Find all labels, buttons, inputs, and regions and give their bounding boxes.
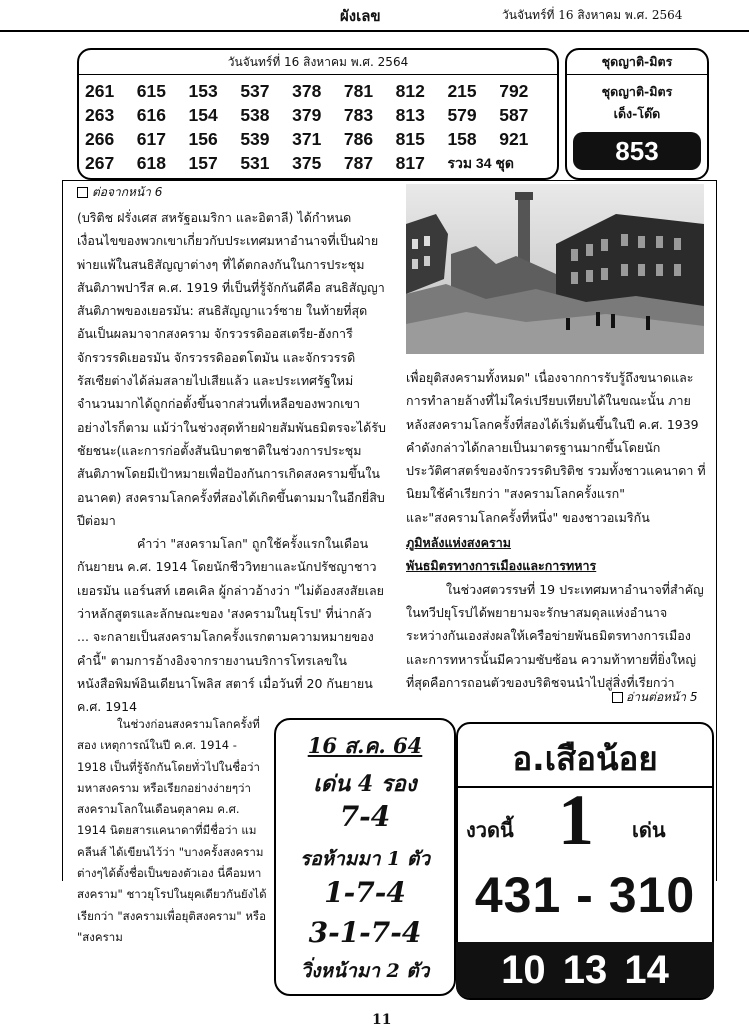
article-right-column <box>406 366 706 694</box>
number-cell: 579 <box>447 105 477 125</box>
number-cell: 154 <box>188 105 218 125</box>
number-cell: 267 <box>85 153 115 173</box>
number-cell: 158 <box>447 129 477 149</box>
number-cell: 817 <box>395 153 425 173</box>
number-cell: 266 <box>85 129 115 149</box>
number-cell: 792 <box>499 81 529 101</box>
promo-name: อ.เสือน้อย <box>512 739 658 778</box>
number-cell: 787 <box>343 153 374 173</box>
number-cell: 783 <box>343 105 374 125</box>
number-cell: 157 <box>188 153 218 173</box>
handwritten-line: วิ่งหน้ามา 2 ตัว <box>300 960 430 982</box>
number-cell: 815 <box>395 129 425 149</box>
number-cell: 812 <box>395 81 425 101</box>
next-label-text: อ่านต่อหน้า 5 <box>626 690 698 704</box>
promo-round-label: งวดนี้ <box>466 818 514 842</box>
number-cell: 616 <box>136 105 166 125</box>
number-grid <box>85 80 551 174</box>
article-paragraph: คำว่า "สงครามโลก" ถูกใช้ครั้งแรกในเดือนกันยายน ค.ศ. 1914 โดยนักชีววิทยาและนักปรัชญาชาวเยอรมัน แอร์นสท์ เฮคเคิล ผู้กล่าวอ้างว่า "ไม่ต้องสงสัยเลยว่าหลักสูตรและลักษณะของ 'สงครามในยุโรป' ที่น่ากลัว ... จะกลายเป็นสงครามโลกครั้งแรกตามความหมายของคำนี้" ตามการอ้างอิงจากรายงานบริการโทรเลขในหนังสือพิมพ์อินเดียนาโพลิส สตาร์ เมื่อวันที่ 20 กันยายน ค.ศ. 1914 <box>77 536 384 715</box>
continued-on-label <box>612 688 697 707</box>
section-subheading: พันธมิตรทางการเมืองและการทหาร <box>406 558 597 574</box>
number-cell: 531 <box>240 153 270 173</box>
number-cell: 156 <box>188 129 218 149</box>
number-cell: 375 <box>292 153 322 173</box>
handwritten-line: 1-7-4 <box>324 876 406 909</box>
article-bottom-paragraph: ในช่วงก่อนสงครามโลกครั้งที่สอง เหตุการณ์ในปี ค.ศ. 1914 - 1918 เป็นที่รู้จักกันโดยทั่วไปในชื่อว่า มหาสงคราม หรือเรียกอย่างง่ายๆว่า สงครามโลกในเดือนตุลาคม ค.ศ. 1914 นิตยสารแคนาดาที่มีชื่อว่า แมคลีนส์ ได้เขียนไว้ว่า "บางครั้งสงครามต่างๆได้ตั้งชื่อเป็นของตัวเอง นี่คือมหาสงคราม" ชาวยุโรปในยุคเดียวกันยังได้เรียกว่า "สงครามเพื่อยุติสงคราม" หรือ "สงคราม <box>77 717 267 944</box>
number-cell: 153 <box>188 81 218 101</box>
number-cell: 371 <box>292 129 322 149</box>
section-heading: ภูมิหลังแห่งสงคราม <box>406 535 511 551</box>
war-ruins-photo <box>406 184 704 354</box>
handwritten-line: เด่น 4 รอง <box>313 771 417 797</box>
masthead-date: วันจันทร์ที่ 16 สิงหาคม พ.ศ. 2564 <box>502 8 683 22</box>
number-cell: 263 <box>85 105 115 125</box>
number-cell: 813 <box>395 105 425 125</box>
number-cell: 617 <box>136 129 166 149</box>
masthead-rule <box>0 30 749 32</box>
article-paragraph: (บริติช ฝรั่งเศส สหรัฐอเมริกา และอิตาลี) ได้กำหนดเงื่อนไขของพวกเขาเกี่ยวกับประเทศมหาอำนาจที่เป็นฝ่ายพ่ายแพ้ในสนธิสัญญาต่างๆ ที่ได้ตกลงกันในการประชุมสันติภาพปารีส ค.ศ. 1919 ที่เป็นที่รู้จักกันดีคือ สนธิสัญญาสันติภาพของเยอรมัน: สนธิสัญญาแวร์ซาย ในท้ายที่สุด อันเป็นผลมาจากสงคราม จักรวรรดิออสเตรีย-ฮังการี จักรวรรดิเยอรมัน จักรวรรดิออตโตมัน และจักรวรรดิรัสเซียต่างได้ล่มสลายไปเสียแล้ว และประเทศรัฐใหม่จำนวนมากได้ถูกก่อตั้งขึ้นจากส่วนที่เหลือของพวกเขา อย่างไรก็ตาม แม้ว่าในช่วงสุดท้ายฝ่ายสัมพันธมิตรจะได้รับชัยชนะ(และการก่อตั้งสันนิบาตชาติในช่วงการประชุมสันติภาพโดยมีเป้าหมายเพื่อป้องกันการเกิดสงครามขึ้นในอนาคต) สงครามโลกครั้งที่สองได้เกิดขึ้นตามมาในอีกยี่สิบปีต่อมา <box>77 210 386 528</box>
handwritten-tips-box <box>274 718 456 996</box>
promo-box <box>456 722 714 1000</box>
checkbox-square-icon <box>77 187 88 198</box>
page-number: 11 <box>372 1012 392 1028</box>
number-table-header: วันจันทร์ที่ 16 สิงหาคม พ.ศ. 2564 <box>79 50 557 75</box>
masthead-title: ผังเลข <box>340 7 381 25</box>
number-cell: รวม 34 ชุด <box>447 155 514 171</box>
number-cell: 781 <box>343 81 374 101</box>
number-cell: 618 <box>136 153 166 173</box>
promo-number-pair: 431 - 310 <box>474 867 696 923</box>
family-set-number: 853 <box>573 132 701 170</box>
family-set-box <box>565 48 709 180</box>
continued-from-label <box>77 183 162 202</box>
promo-lead-digit: 1 <box>558 780 594 860</box>
handwritten-line: 7-4 <box>339 800 391 833</box>
continued-label-text: ต่อจากหน้า 6 <box>92 185 163 199</box>
number-cell: 921 <box>499 129 529 149</box>
handwritten-line: 3-1-7-4 <box>308 916 422 949</box>
article-paragraph: ในช่วงศตวรรษที่ 19 ประเทศมหาอำนาจที่สำคัญในทวีปยุโรปได้พยายามจะรักษาสมดุลแห่งอำนาจระหว่างกันเองส่งผลให้เครือข่ายพันธมิตรทางการเมืองและการทหารนั้นมีความซับซ้อน ความท้าทายที่ยิ่งใหญ่ที่สุดคือการถอนตัวของบริติชจนนำไปสู่สิ่งที่เรียกว่า <box>406 581 704 690</box>
family-set-title: ชุดญาติ-มิตร <box>567 50 707 75</box>
handwritten-date: 16 ส.ค. 64 <box>307 733 423 758</box>
handwritten-line: รอห้ามมา 1 ตัว <box>300 848 430 870</box>
number-cell: 587 <box>499 105 529 125</box>
number-cell: 379 <box>292 105 322 125</box>
family-set-subtitle: ชุดญาติ-มิตร <box>601 84 673 99</box>
promo-lead-label: เด่น <box>632 818 666 842</box>
number-cell: 538 <box>240 105 270 125</box>
number-cell: 539 <box>240 129 270 149</box>
number-cell: 215 <box>447 81 477 101</box>
number-cell: 615 <box>136 81 166 101</box>
number-table <box>77 48 559 180</box>
number-cell: 786 <box>343 129 374 149</box>
number-cell: 378 <box>292 81 322 101</box>
number-cell: 261 <box>85 81 115 101</box>
article-left-column <box>77 206 387 719</box>
article-paragraph: เพื่อยุติสงครามทั้งหมด" เนื่องจากการรับรู้ถึงขนาดและการทำลายล้างที่ไม่ใคร่เปรียบเทียบได้ในขณะนั้น ภายหลังสงครามโลกครั้งที่สองได้เริ่มต้นขึ้นในปี ค.ศ. 1939 คำดังกล่าวได้กลายเป็นมาตรฐานมากขึ้นโดยนักประวัติศาสตร์ของจักรวรรดิบริติช รวมทั้งชาวแคนาดา ที่นิยมใช้คำเรียกว่า "สงครามโลกครั้งแรก" และ"สงครามโลกครั้งที่หนึ่ง" ของชาวอเมริกัน <box>406 370 706 525</box>
family-set-subtitle-2: เด็ง-โด๊ด <box>613 106 661 121</box>
checkbox-square-icon <box>612 692 623 703</box>
number-cell: 537 <box>240 81 270 101</box>
promo-number-bar: 10 13 14 <box>456 942 714 998</box>
